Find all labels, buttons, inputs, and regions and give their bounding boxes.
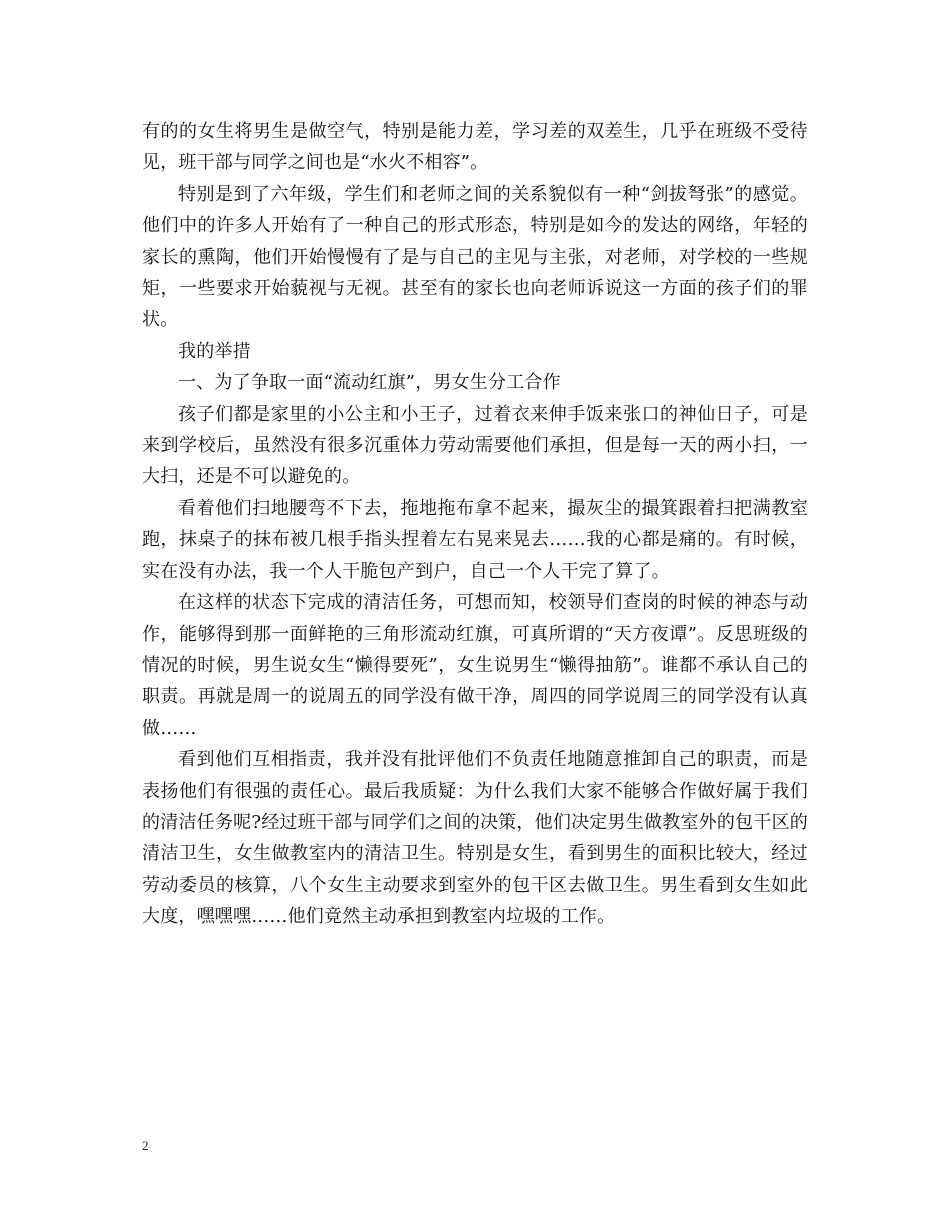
body-text <box>142 116 808 933</box>
section-heading-my-measures: 我的举措 <box>178 340 251 362</box>
paragraph-1: 有的的女生将男生是做空气，特别是能力差，学习差的双差生，几乎在班级不受待见，班干部与同学之间也是“水火不相容”。 <box>142 121 808 174</box>
paragraph-6: 看着他们扫地腰弯不下去，拖地拖布拿不起来，撮灰尘的撮箕跟着扫把满教室跑，抹桌子的抹布被几根手指头捏着左右晃来晃去……我的心都是痛的。有时候，实在没有办法，我一个人干脆包产到户，自己一个人干完了算了。 <box>142 497 808 582</box>
paragraph-5: 孩子们都是家里的小公主和小王子，过着衣来伸手饭来张口的神仙日子，可是来到学校后，虽然没有很多沉重体力劳动需要他们承担，但是每一天的两小扫，一大扫，还是不可以避免的。 <box>142 403 808 488</box>
subsection-heading-1: 一、为了争取一面“流动红旗”，男女生分工合作 <box>178 372 561 394</box>
paragraph-2: 特别是到了六年级，学生们和老师之间的关系貌似有一种“剑拔弩张”的感觉。他们中的许多人开始有了一种自己的形式形态，特别是如今的发达的网络，年轻的家长的熏陶，他们开始慢慢有了是与自己的主见与主张，对老师，对学校的一些规矩，一些要求开始藐视与无视。甚至有的家长也向老师诉说这一方面的孩子们的罪状。 <box>142 183 808 331</box>
paragraph-7: 在这样的状态下完成的清洁任务，可想而知，校领导们查岗的时候的神态与动作，能够得到那一面鲜艳的三角形流动红旗，可真所谓的“天方夜谭”。反思班级的情况的时候，男生说女生“懒得要死”，女生说男生“懒得抽筋”。谁都不承认自己的职责。再就是周一的说周五的同学没有做干净，周四的同学说周三的同学没有认真做…… <box>142 592 808 739</box>
paragraph-8: 看到他们互相指责，我并没有批评他们不负责任地随意推卸自己的职责，而是表扬他们有很强的责任心。最后我质疑：为什么我们大家不能够合作做好属于我们的清洁任务呢?经过班干部与同学们之间的决策，他们决定男生做教室外的包干区的清洁卫生，女生做教室内的清洁卫生。特别是女生，看到男生的面积比较大，经过劳动委员的核算，八个女生主动要求到室外的包干区去做卫生。男生看到女生如此大度，嘿嘿嘿……他们竟然主动承担到教室内垃圾的工作。 <box>142 749 808 928</box>
page-number: 2 <box>142 1138 149 1153</box>
